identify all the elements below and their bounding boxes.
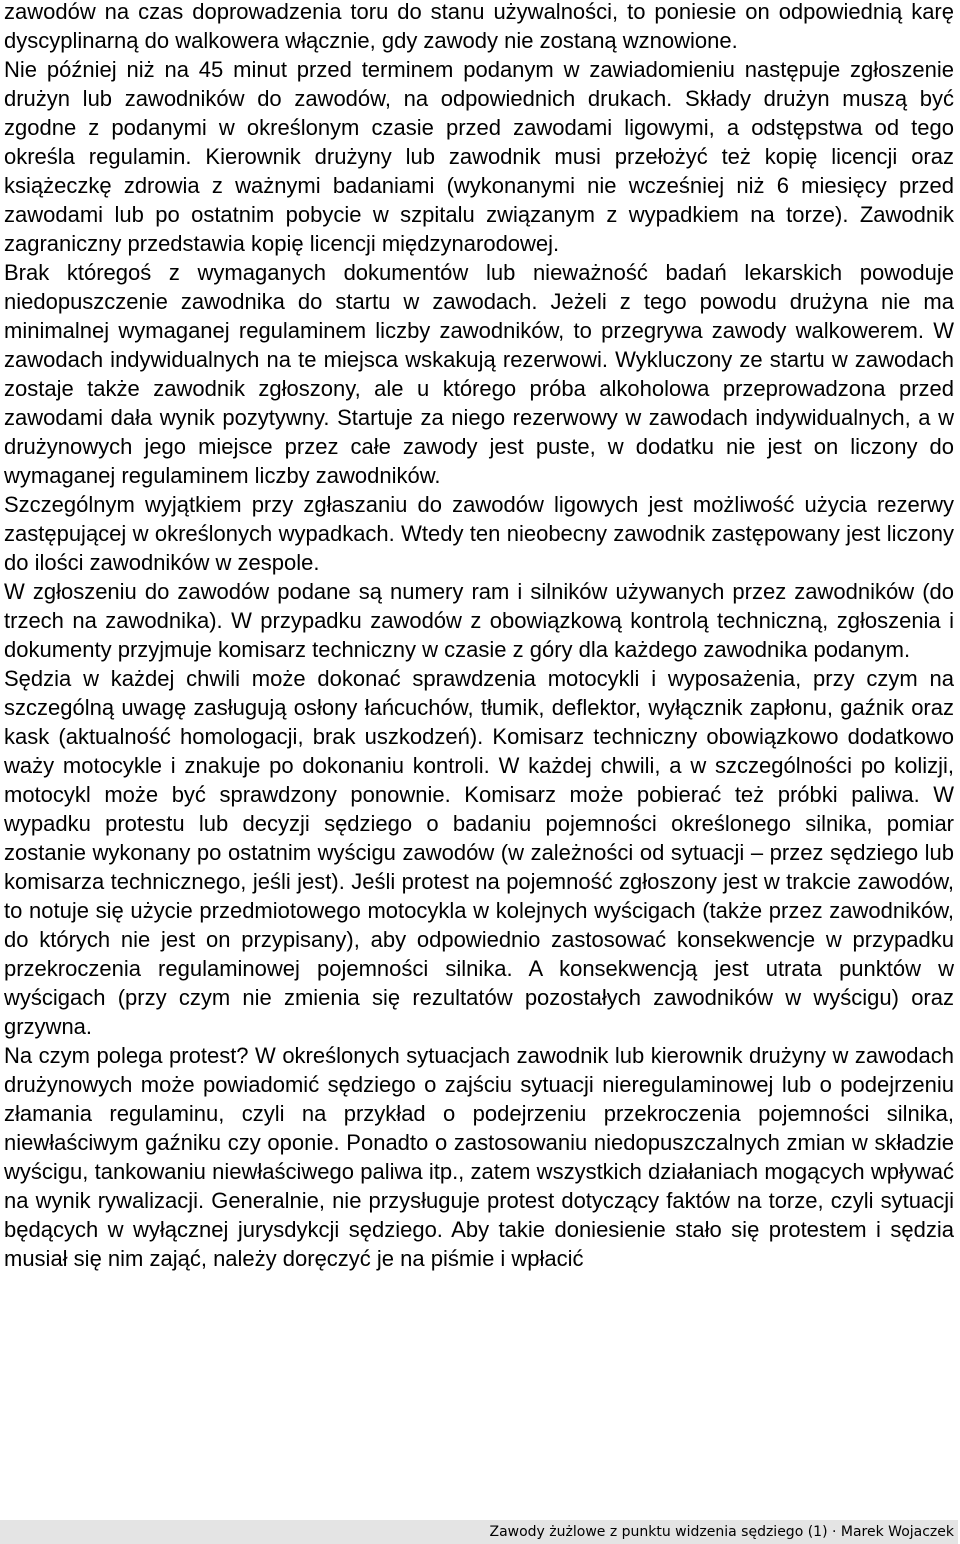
- document-body: [4, 0, 954, 1273]
- paragraph-4: Szczególnym wyjątkiem przy zgłaszaniu do zawodów ligowych jest możliwość użycia rezerwy zastępującej w określonych wypadkach. Wtedy ten nieobecny zawodnik zastępowany jest liczony do ilości zawodników w zespole.: [4, 492, 954, 575]
- paragraph-2: Nie później niż na 45 minut przed terminem podanym w zawiadomieniu następuje zgłoszenie drużyn lub zawodników do zawodów, na odpowiednich drukach. Składy drużyn muszą być zgodne z podanymi w określonym czasie przed zawodami ligowymi, a odstępstwa od tego określa regulamin. Kierownik drużyny lub zawodnik musi przełożyć też kopię licencji oraz książeczkę zdrowia z ważnymi badaniami (wykonanymi nie wcześniej niż 6 miesięcy przed zawodami lub po ostatnim pobycie w szpitalu związanym z wypadkiem na torze). Zawodnik zagraniczny przedstawia kopię licencji międzynarodowej.: [4, 57, 954, 256]
- paragraph-7: Na czym polega protest? W określonych sytuacjach zawodnik lub kierownik drużyny w zawodach drużynowych może powiadomić sędziego o zajściu sytuacji nieregulaminowej lub o podejrzeniu złamania regulaminu, czyli na przykład o podejrzeniu przekroczenia pojemności silnika, niewłaściwym gaźniku czy oponie. Ponadto o zastosowaniu niedopuszczalnych zmian w składzie wyścigu, tankowaniu niewłaściwego paliwa itp., zatem wszystkich działaniach mogących wpływać na wynik rywalizacji. Generalnie, nie przysługuje protest dotyczący faktów na torze, czyli sytuacji będących w wyłącznej jurysdykcji sędziego. Aby takie doniesienie stało się protestem i sędzia musiał się nim zająć, należy doręczyć je na piśmie i wpłacić: [4, 1043, 954, 1271]
- page-footer: [0, 1520, 958, 1544]
- paragraph-6: Sędzia w każdej chwili może dokonać sprawdzenia motocykli i wyposażenia, przy czym na szczególną uwagę zasługują osłony łańcuchów, tłumik, deflektor, wyłącznik zapłonu, gaźnik oraz kask (aktualność homologacji, brak uszkodzeń). Komisarz techniczny obowiązkowo dodatkowo waży motocykle i znakuje po dokonaniu kontroli. W każdej chwili, a w szczególności po kolizji, motocykl może być sprawdzony ponownie. Komisarz może pobierać też próbki paliwa. W wypadku protestu lub decyzji sędziego o badaniu pojemności określonego silnika, pomiar zostanie wykonany po ostatnim wyścigu zawodów (w zależności od sytuacji – przez sędziego lub komisarza technicznego, jeśli jest). Jeśli protest na pojemność zgłoszony jest w trakcie zawodów, to notuje się użycie przedmiotowego motocykla w kolejnych wyścigach (także przez zawodników, do których nie jest on przypisany), aby odpowiednio zastosować konsekwencje w przypadku przekroczenia regulaminowej pojemności silnika. A konsekwencją jest utrata punktów w wyścigach (przy czym nie zmienia się rezultatów pozostałych zawodników w wyścigu) oraz grzywna.: [4, 666, 954, 1039]
- paragraph-1: zawodów na czas doprowadzenia toru do stanu używalności, to poniesie on odpowiednią karę dyscyplinarną do walkowera włącznie, gdy zawody nie zostaną wznowione.: [4, 0, 954, 53]
- paragraph-5: W zgłoszeniu do zawodów podane są numery ram i silników używanych przez zawodników (do trzech na zawodnika). W przypadku zawodów z obowiązkową kontrolą techniczną, zgłoszenia i dokumenty przyjmuje komisarz techniczny w czasie z góry dla każdego zawodnika podanym.: [4, 579, 954, 662]
- paragraph-3: Brak któregoś z wymaganych dokumentów lub nieważność badań lekarskich powoduje niedopuszczenie zawodnika do startu w zawodach. Jeżeli z tego powodu drużyna nie ma minimalnej wymaganej regulaminem liczby zawodników, to przegrywa zawody walkowerem. W zawodach indywidualnych na te miejsca wskakują rezerwowi. Wykluczony ze startu w zawodach zostaje także zawodnik zgłoszony, ale u którego próba alkoholowa przeprowadzona przed zawodami dała wynik pozytywny. Startuje za niego rezerwowy w zawodach indywidualnych, a w drużynowych jego miejsce przez całe zawody jest puste, w dodatku nie jest on liczony do wymaganej regulaminem liczby zawodników.: [4, 260, 954, 488]
- footer-text: Zawody żużlowe z punktu widzenia sędziego (1) · Marek Wojaczek: [489, 1524, 954, 1540]
